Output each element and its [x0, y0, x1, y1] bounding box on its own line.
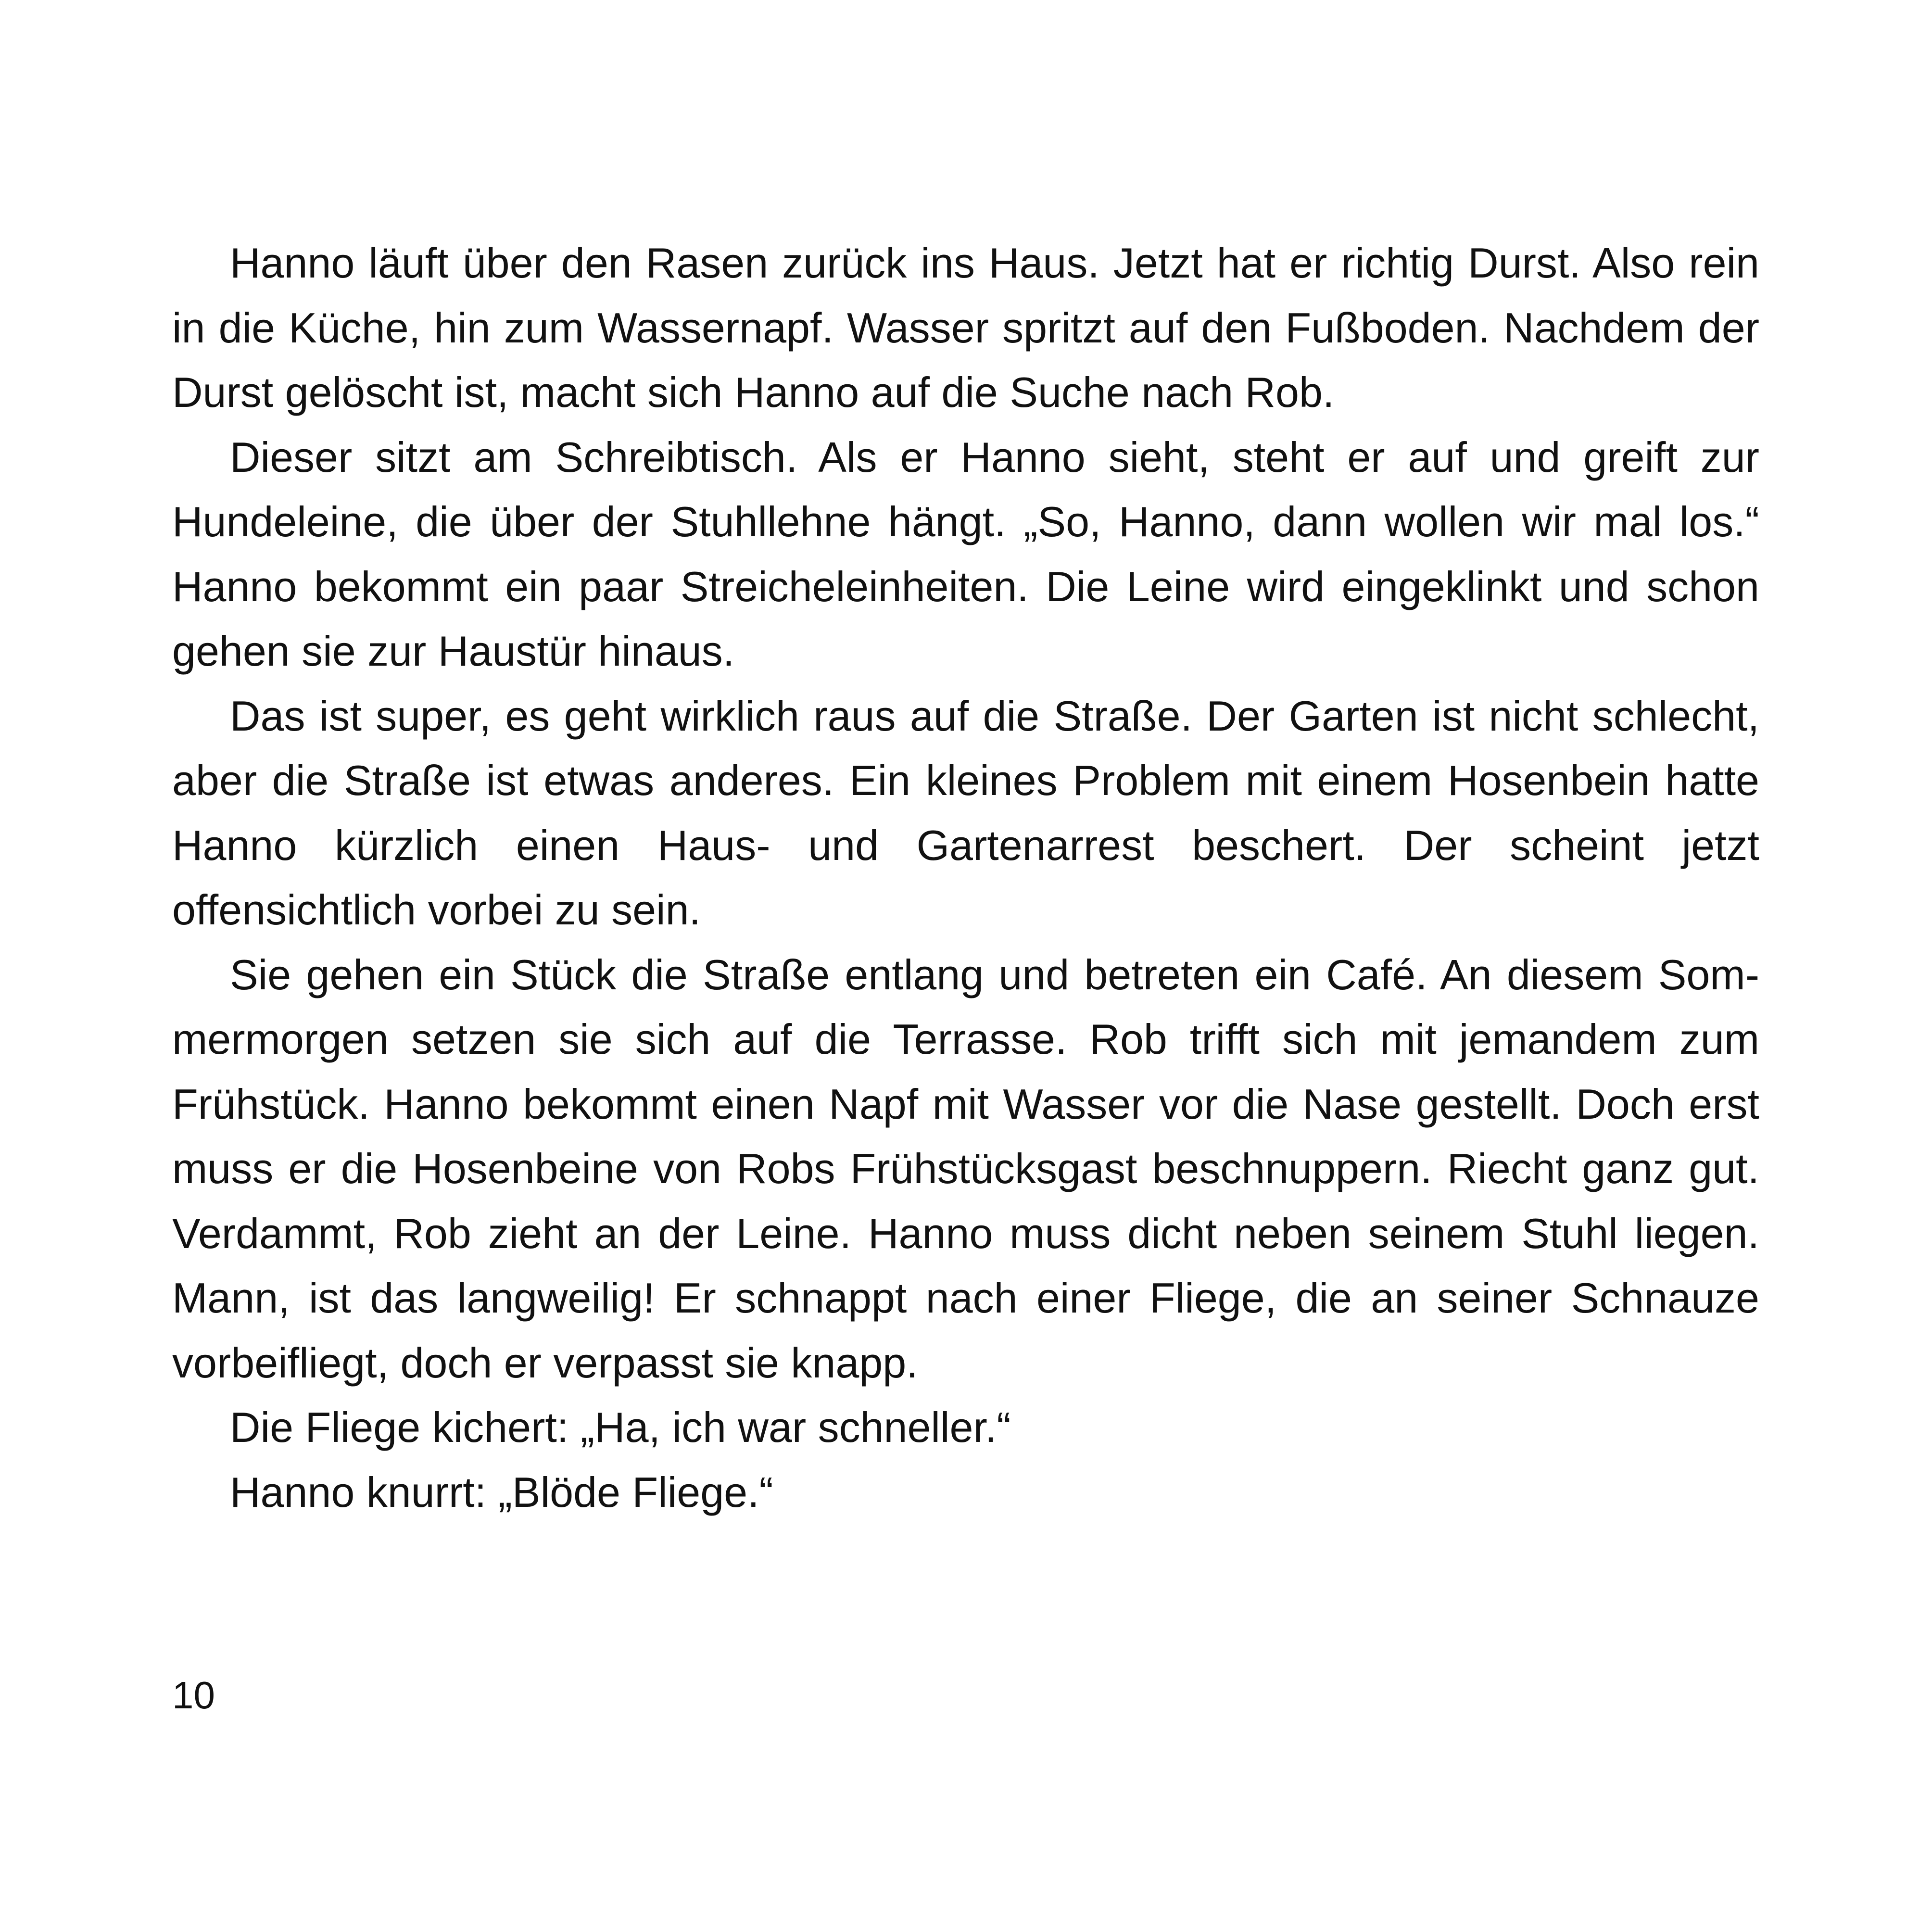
body-text — [172, 231, 1759, 1525]
paragraph: Dieser sitzt am Schreibtisch. Als er Hanno sieht, steht er auf und greift zur Hundeleine, die über der Stuhllehne hängt. „So, Hanno, dann wollen wir mal los.“ Hanno bekommt ein paar Streicheleinheiten. Die Leine wird eingeklinkt und schon gehen sie zur Haustür hinaus. — [172, 433, 1759, 675]
paragraph: Das ist super, es geht wirklich raus auf die Straße. Der Garten ist nicht schlecht, aber die Straße ist etwas anderes. Ein kleines Problem mit einem Hosenbein hatte Hanno kürzlich einen Haus- und Gartenarrest beschert. Der scheint jetzt offensichtlich vorbei zu sein. — [172, 692, 1759, 934]
paragraph: Sie gehen ein Stück die Straße entlang und betreten ein Café. An diesem Sommermorgen setzen sie sich auf die Terrasse. Rob trifft sich mit jemandem zum Frühstück. Hanno bekommt einen Napf mit Wasser vor die Nase gestellt. Doch erst muss er die Hosenbeine von Robs Frühstücksgast beschnuppern. Riecht ganz gut. Verdammt, Rob zieht an der Leine. Hanno muss dicht neben seinem Stuhl liegen. Mann, ist das langweilig! Er schnappt nach einer Fliege, die an seiner Schnauze vorbeifliegt, doch er verpasst sie knapp. — [172, 950, 1759, 1387]
page-number: 10 — [172, 1674, 215, 1717]
paragraph: Hanno läuft über den Rasen zurück ins Haus. Jetzt hat er richtig Durst. Also rein in die Küche, hin zum Wassernapf. Wasser spritzt auf den Fußboden. Nachdem der Durst gelöscht ist, macht sich Hanno auf die Suche nach Rob. — [172, 239, 1759, 416]
paragraph: Die Fliege kichert: „Ha, ich war schneller.“ — [230, 1403, 1011, 1451]
paragraph: Hanno knurrt: „Blöde Fliege.“ — [230, 1468, 773, 1516]
